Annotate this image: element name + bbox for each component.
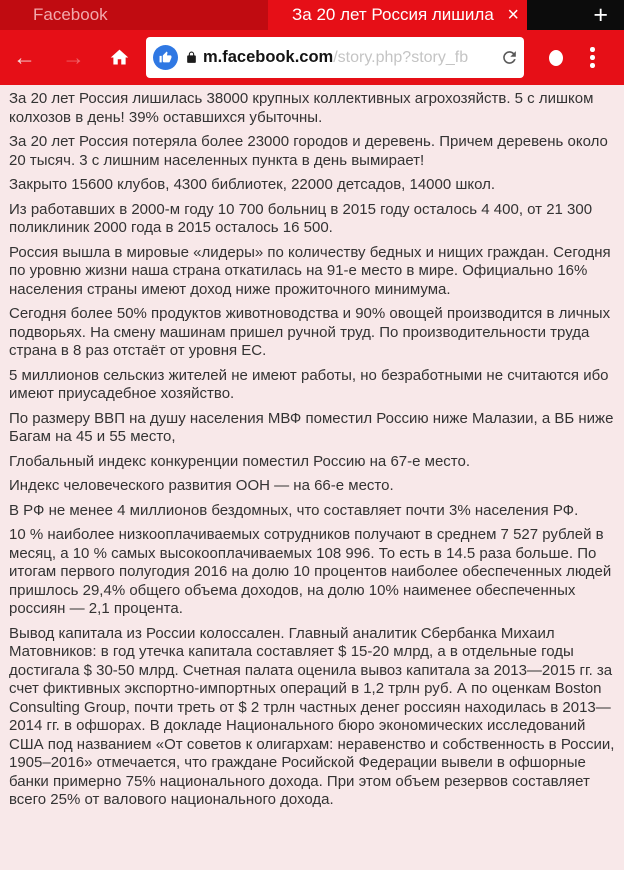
paragraph: За 20 лет Россия лишилась 38000 крупных коллективных агрохозяйств. 5 с лишком колхозов в день! 39% оставшихся убыточны. — [9, 90, 594, 126]
tab-facebook[interactable] — [0, 0, 268, 30]
paragraph: 5 миллионов сельскиз жителей не имеют работы, но безработными не считаются ибо имеют приусадебное хозяйство. — [9, 366, 609, 402]
menu-icon[interactable] — [590, 47, 595, 68]
new-tab-icon[interactable]: + — [593, 0, 608, 29]
page-content — [0, 85, 624, 870]
facebook-favicon-icon — [153, 45, 178, 70]
paragraph: Россия вышла в мировые «лидеры» по количеству бедных и нищих граждан. Сегодня по уровню жизни наша страна откатилась на 91-е место в мире. Официально 16% населения страны имеют доход ниже прожиточного минимума. — [9, 243, 611, 298]
refresh-icon[interactable] — [500, 48, 519, 67]
home-icon[interactable] — [109, 47, 130, 68]
browser-toolbar — [0, 30, 624, 85]
tab-facebook-title: Facebook — [33, 5, 108, 24]
url-domain: m.facebook.com — [203, 48, 334, 66]
forward-icon[interactable]: → — [62, 44, 85, 70]
tab-strip — [0, 0, 624, 30]
tab-strip-spacer — [527, 0, 624, 30]
paragraph: В РФ не менее 4 миллионов бездомных, что составляет почти 3% населения РФ. — [9, 501, 579, 519]
address-bar[interactable] — [146, 37, 524, 78]
paragraph: Закрыто 15600 клубов, 4300 библиотек, 22000 детсадов, 14000 школ. — [9, 176, 496, 193]
back-icon[interactable]: ← — [13, 44, 36, 70]
paragraph: Индекс человеческого развития ООН — на 66-е место. — [9, 477, 394, 494]
paragraph: Сегодня более 50% продуктов животноводства и 90% овощей производится в личных подворьях. На смену машинам пришел ручной труд. По производительности труда страна в 8 раз отстаёт от уровня ЕС. — [9, 305, 611, 359]
paragraph: За 20 лет Россия потеряла более 23000 городов и деревень. Причем деревень около 20 тысяч. 3 с лишним населенных пункта в день вымирает! — [9, 133, 608, 169]
paragraph: Глобальный индекс конкуренции поместил Россию на 67-е место. — [9, 452, 470, 470]
paragraph: Вывод капитала из России колоссален. Главный аналитик Сбербанка Михаил Матовников: в год утечка капитала составляет $ 15-20 млрд, а в отдельные годы достигала $ 30-50 млрд. Счетная палата оценила вывоз капитала за 2013—2015 гг. за счет фиктивных экспортно-импортных операций в 1,2 трлн руб. А по оценкам Boston Consulting Group, почти треть от $ 2 трлн частных денег россиян находилась в 2013—2014 гг. в офшорах. В докладе Национального бюро экономических исследований США под названием «От советов к олигархам: неравенство и собственность в России, 1905–2016» отмечается, что граждане Росийской Федерации вывели в офшорные банки примерно 75% национального дохода. При этом объем резервов составляет всего 25% от валового национального дохода. — [9, 624, 615, 808]
lock-icon — [185, 50, 198, 65]
paragraph: 10 % наиболее низкооплачиваемых сотрудников получают в среднем 7 527 рублей в месяц, а 10 % самых высокооплачиваемых 108 996. То есть в 14.5 раза больше. По итогам первого полугодия 2016 на долю 10 процентов наиболее обеспеченных людей пришлось 29,4% общего объема доходов, на долю 10% наименее обеспеченных россиян — 2,1 процента. — [9, 526, 612, 617]
opera-logo-icon[interactable] — [549, 50, 563, 66]
close-icon[interactable]: × — [507, 4, 519, 26]
url-path: /story.php?story_fb — [333, 48, 469, 66]
paragraph: Из работавших в 2000-м году 10 700 больниц в 2015 году осталось 4 400, от 21 300 поликлиник 2000 года в 2015 осталось 16 500. — [9, 200, 593, 236]
tab-active-story[interactable] — [268, 0, 527, 30]
paragraph: По размеру ВВП на душу населения МВФ поместил Россию ниже Малазии, а ВБ ниже Багам на 45 и 55 место, — [9, 409, 614, 445]
tab-active-title: За 20 лет Россия лишила — [292, 5, 494, 24]
